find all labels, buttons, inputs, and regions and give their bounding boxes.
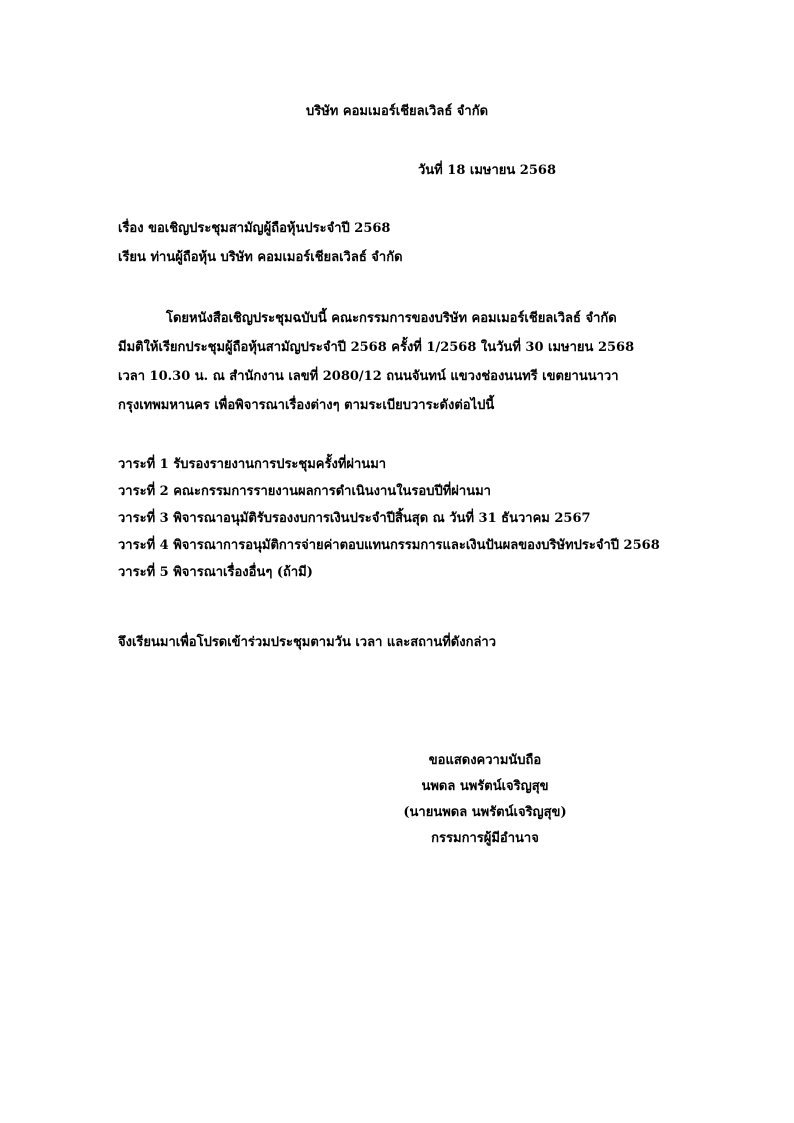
body-paragraph-line: กรุงเทพมหานคร เพื่อพิจารณาเรื่องต่างๆ ตามระเบียบวาระดังต่อไปนี้ xyxy=(118,398,495,413)
body-paragraph-line: มีมติให้เรียกประชุมผู้ถือหุ้นสามัญประจำปี 2568 ครั้งที่ 1/2568 ในวันที่ 30 เมษายน 2568 xyxy=(118,340,635,355)
signature-regards: ขอแสดงความนับถือ xyxy=(428,753,542,768)
signature-block xyxy=(370,752,600,856)
closing-statement: จึงเรียนมาเพื่อโปรดเข้าร่วมประชุมตามวัน เวลา และสถานที่ดังกล่าว xyxy=(118,635,497,650)
agenda-item-4: วาระที่ 4 พิจารณาการอนุมัติการจ่ายค่าตอบแทนกรรมการและเงินปันผลของบริษัทประจำปี 2568 xyxy=(118,538,660,553)
agenda-item-5: วาระที่ 5 พิจารณาเรื่องอื่นๆ (ถ้ามี) xyxy=(118,565,313,580)
agenda-item-3: วาระที่ 3 พิจารณาอนุมัติรับรองงบการเงินประจำปีสิ้นสุด ณ วันที่ 31 ธันวาคม 2567 xyxy=(118,511,591,526)
signature-position: กรรมการผู้มีอำนาจ xyxy=(431,831,539,846)
body-paragraph-line: เวลา 10.30 น. ณ สำนักงาน เลขที่ 2080/12 ถนนจันทน์ แขวงช่องนนทรี เขตยานนาวา xyxy=(118,369,619,384)
letter-date: วันที่ 18 เมษายน 2568 xyxy=(418,163,556,178)
signature-printed-name: (นายนพดล นพรัตน์เจริญสุข) xyxy=(403,805,567,820)
agenda-item-1: วาระที่ 1 รับรองรายงานการประชุมครั้งที่ผ่านมา xyxy=(118,457,387,472)
company-name-header: บริษัท คอมเมอร์เชียลเวิลธ์ จำกัด xyxy=(305,104,489,119)
letter-salutation: เรียน ท่านผู้ถือหุ้น บริษัท คอมเมอร์เชียลเวิลธ์ จำกัด xyxy=(118,250,403,265)
agenda-item-2: วาระที่ 2 คณะกรรมการรายงานผลการดำเนินงานในรอบปีที่ผ่านมา xyxy=(118,484,491,499)
agenda-list xyxy=(118,456,660,591)
body-paragraph-line: โดยหนังสือเชิญประชุมฉบับนี้ คณะกรรมการของบริษัท คอมเมอร์เชียลเวิลธ์ จำกัด xyxy=(166,311,617,326)
letter-subject: เรื่อง ขอเชิญประชุมสามัญผู้ถือหุ้นประจำปี 2568 xyxy=(118,221,391,236)
signature-name: นพดล นพรัตน์เจริญสุข xyxy=(421,779,549,794)
